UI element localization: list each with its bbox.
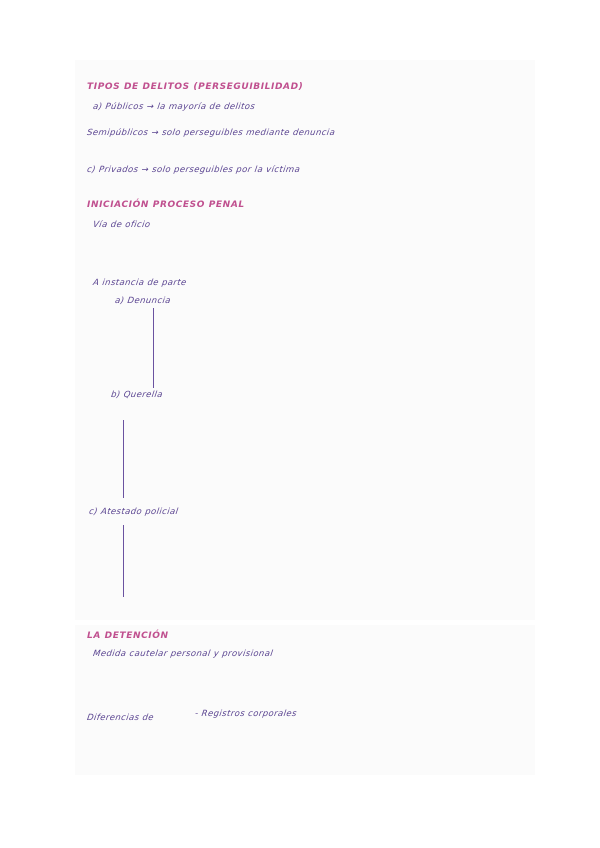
querella-bracket: [123, 420, 124, 498]
iniciacion-atestado: c) Atestado policial: [88, 507, 179, 517]
tipos-line-privados: c) Privados → solo perseguibles por la víctima: [86, 165, 301, 175]
iniciacion-via-oficio: Vía de oficio: [92, 220, 152, 230]
heading-detencion: LA DETENCIÓN: [87, 631, 169, 641]
notes-sheet-upper: [75, 60, 535, 620]
atestado-bracket: [123, 525, 124, 597]
detencion-registros: - Registros corporales: [194, 709, 298, 719]
notes-sheet-lower: [75, 625, 535, 775]
denuncia-bracket: [153, 308, 154, 388]
tipos-line-semipublicos: Semipúblicos → solo perseguibles mediante denuncia: [86, 128, 336, 138]
iniciacion-denuncia: a) Denuncia: [114, 296, 172, 306]
heading-iniciacion: INICIACIÓN PROCESO PENAL: [87, 200, 245, 210]
detencion-diferencias: Diferencias de: [86, 713, 155, 723]
detencion-intro: Medida cautelar personal y provisional: [92, 649, 274, 659]
iniciacion-instancia-parte: A instancia de parte: [92, 278, 188, 288]
heading-tipos-delitos: TIPOS DE DELITOS (PERSEGUIBILIDAD): [87, 82, 304, 92]
iniciacion-querella: b) Querella: [110, 390, 164, 400]
tipos-line-publicos: a) Públicos → la mayoría de delitos: [92, 102, 256, 112]
